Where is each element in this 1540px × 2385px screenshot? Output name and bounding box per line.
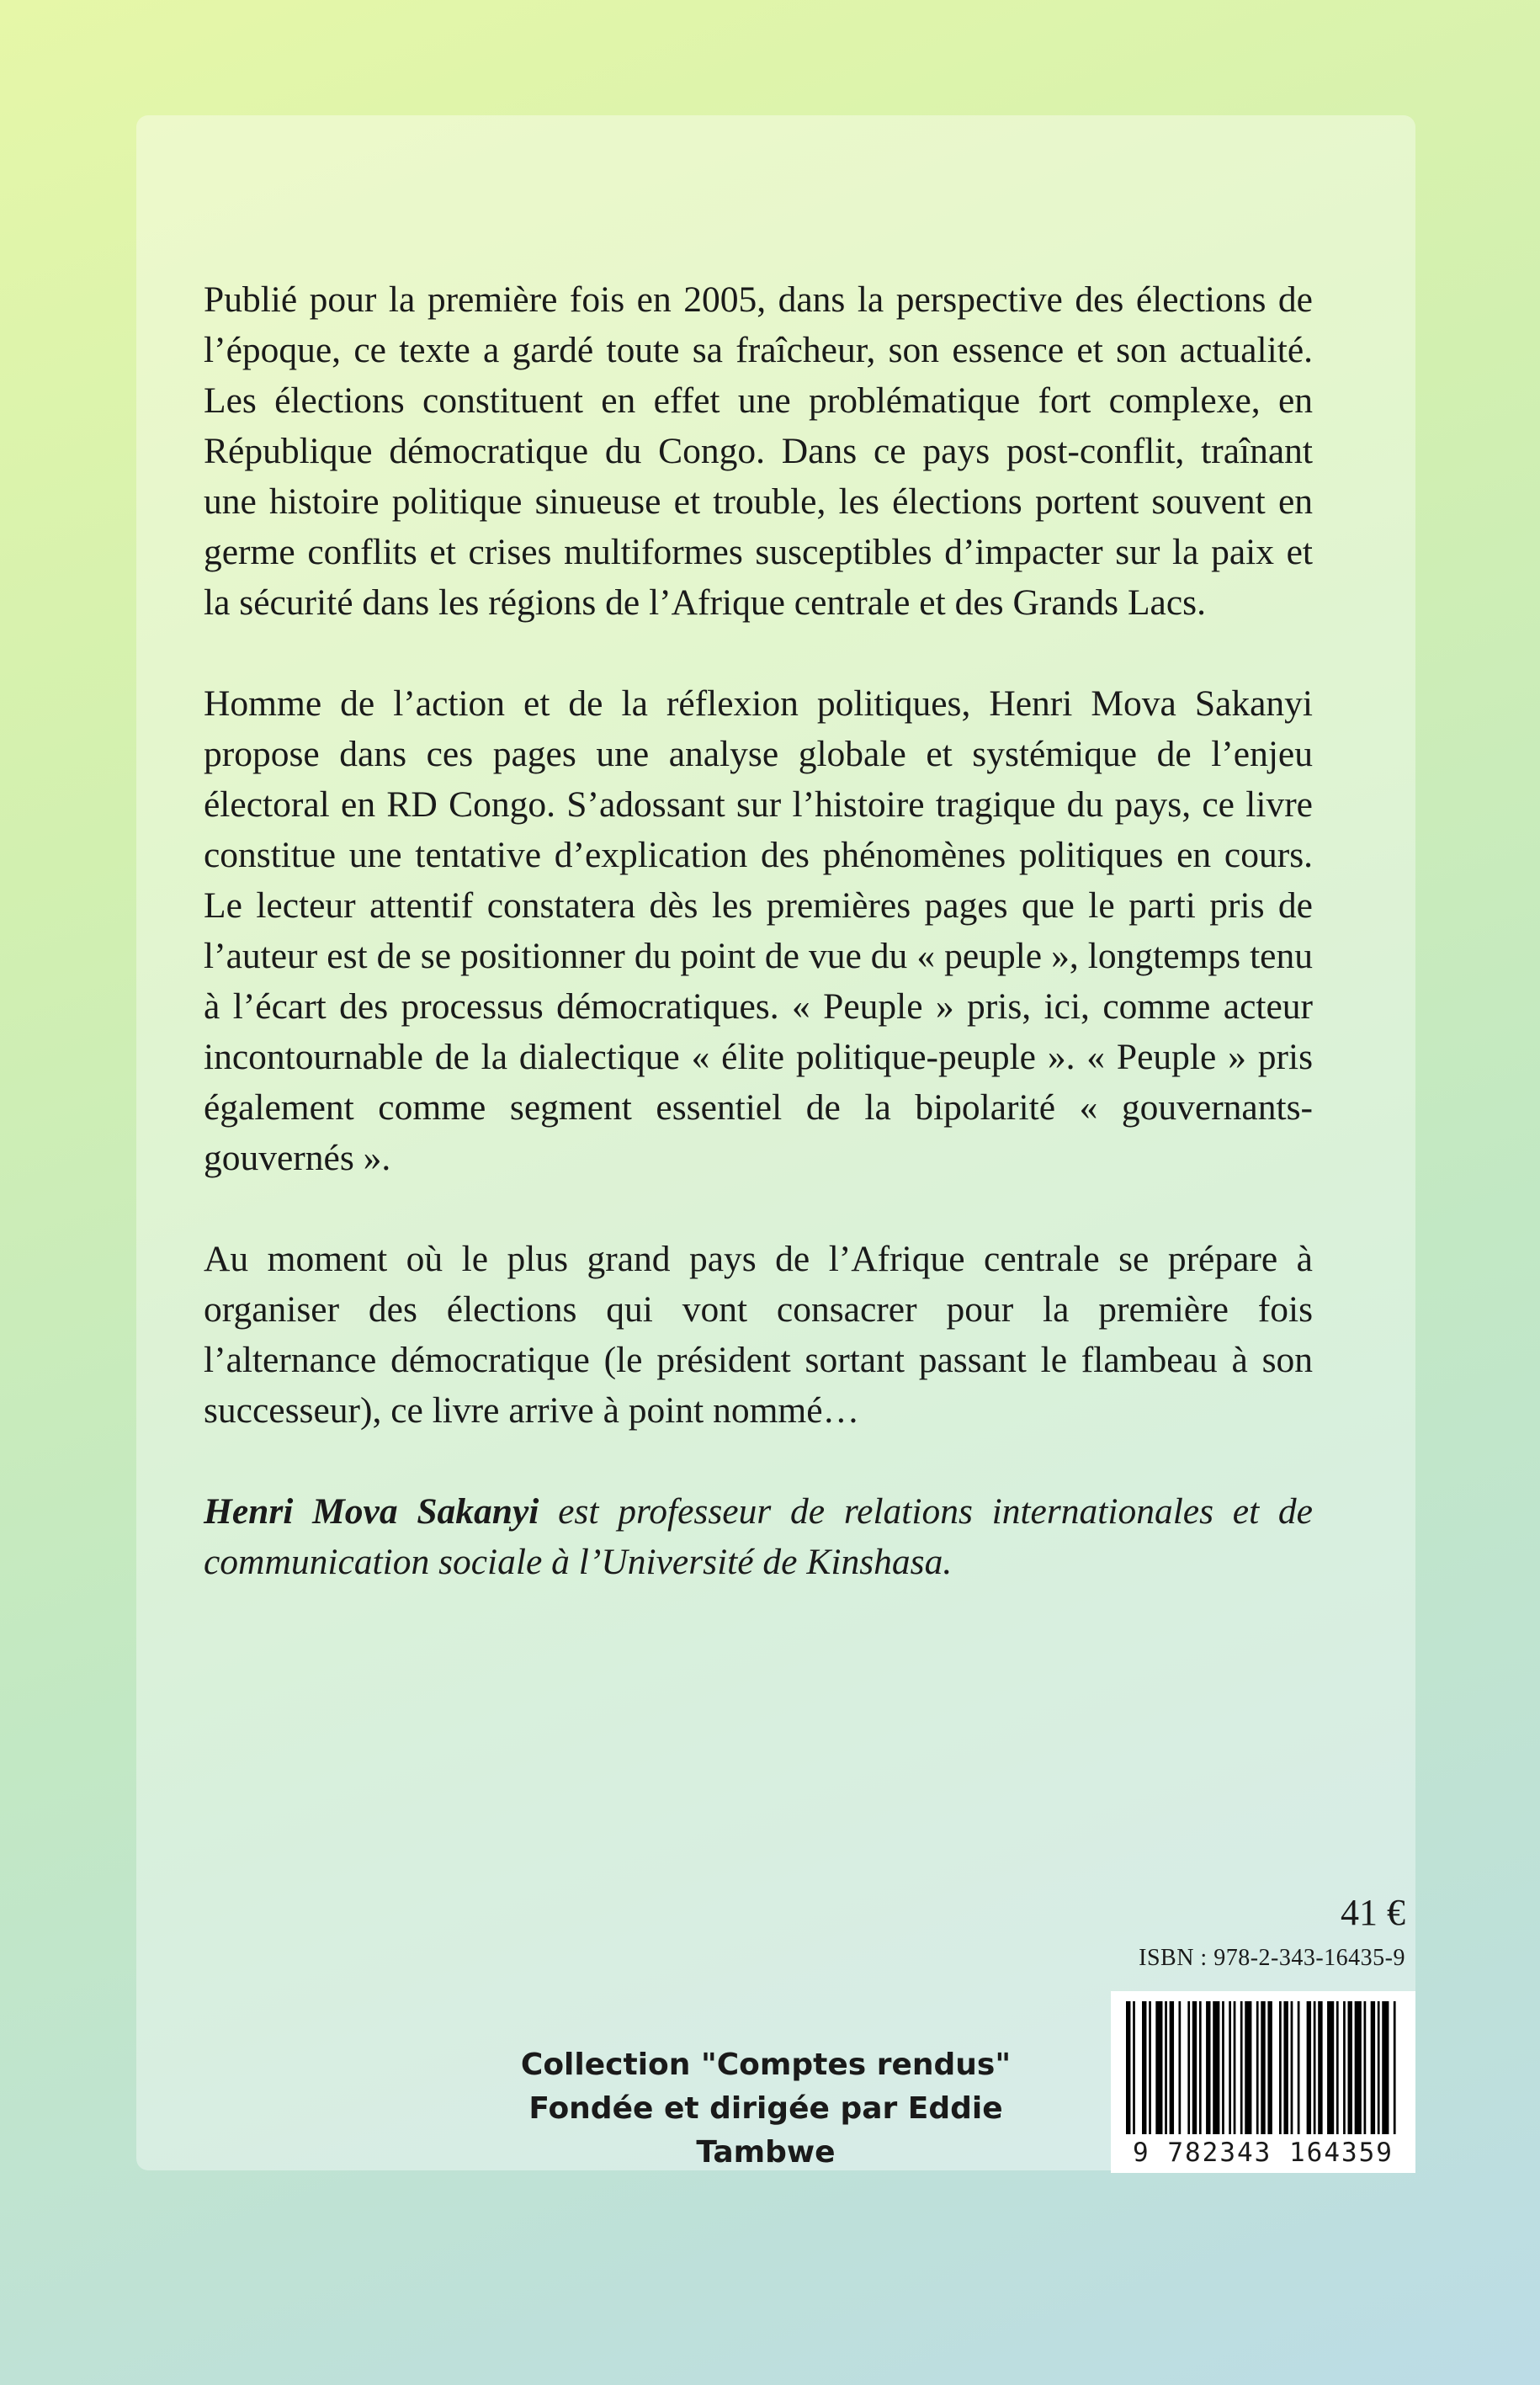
barcode-bar	[1371, 2001, 1375, 2134]
barcode-bar	[1279, 2001, 1282, 2134]
barcode-bar	[1240, 2001, 1243, 2134]
barcode-bar	[1283, 2001, 1288, 2134]
barcode-bar	[1291, 2001, 1293, 2134]
barcode-bar	[1327, 2001, 1334, 2134]
barcode-bar	[1256, 2001, 1259, 2134]
author-bio-text: est professeur de relations internationales et de communication sociale à l’Université de Kinshasa.	[204, 1491, 1313, 1582]
paragraph-2: Homme de l’action et de la réflexion politiques, Henri Mova Sakanyi propose dans ces pages une analyse globale et systémique de l’enjeu électoral en RD Congo. S’adossant sur l’histoire tragique du pays, ce livre constitue une tentative d’explication des phénomènes politiques en cours. Le lecteur attentif constatera dès les premières pages que le parti pris de l’auteur est de se positionner du point de vue du « peuple », longtemps tenu à l’écart des processus démocratiques. « Peuple » pris, ici, comme acteur incontournable de la dialectique « élite politique-peuple ». « Peuple » pris également comme segment essentiel de la bipolarité « gouvernants-gouvernés ».	[204, 683, 1313, 1178]
barcode-bar	[1364, 2001, 1367, 2134]
barcode-bar	[1126, 2001, 1130, 2134]
blurb-text	[204, 274, 1313, 1638]
paragraph-3: Au moment où le plus grand pays de l’Afrique centrale se prépare à organiser des élections qui vont consacrer pour la première fois l’alternance démocratique (le président sortant passant le flambeau à son successeur), ce livre arrive à point nommé…	[204, 1239, 1313, 1431]
barcode-bar	[1318, 2001, 1322, 2134]
paragraph-1: Publié pour la première fois en 2005, dans la perspective des élections de l’époque, ce texte a gardé toute sa fraîcheur, son essence et son actualité. Les élections constituent en effet une problématique fort complexe, en République démocratique du Congo. Dans ce pays post-conflit, traînant une histoire politique sinueuse et trouble, les élections portent souvent en germe conflits et crises multiformes susceptibles d’impacter sur la paix et la sécurité dans les régions de l’Afrique centrale et des Grands Lacs.	[204, 279, 1313, 623]
barcode-bar	[1187, 2001, 1190, 2134]
barcode-bar	[1234, 2001, 1236, 2134]
barcode-bar	[1394, 2001, 1396, 2134]
barcode-bar	[1149, 2001, 1151, 2134]
collection-title: Collection "Comptes rendus"	[520, 2048, 1012, 2082]
barcode-bar	[1165, 2001, 1167, 2134]
barcode-bar	[1155, 2001, 1162, 2134]
barcode-bar	[1245, 2001, 1251, 2134]
barcode-bar	[1355, 2001, 1362, 2134]
barcode-bar	[1142, 2001, 1146, 2134]
collection-director: Fondée et dirigée par Eddie Tambwe	[528, 2091, 1003, 2170]
barcode-bar	[1378, 2001, 1380, 2134]
barcode-bars	[1126, 2001, 1400, 2134]
barcode-bar	[1298, 2001, 1300, 2134]
barcode-bar	[1314, 2001, 1316, 2134]
barcode-bar	[1199, 2001, 1202, 2134]
barcode-bar	[1222, 2001, 1224, 2134]
barcode-bar	[1206, 2001, 1210, 2134]
barcode-bar	[1267, 2001, 1272, 2134]
barcode	[1111, 1991, 1415, 2173]
barcode-bar	[1336, 2001, 1339, 2134]
barcode-bar	[1382, 2001, 1389, 2134]
author-bio	[204, 1486, 1313, 1587]
isbn: ISBN : 978-2-343-16435-9	[1139, 1945, 1405, 1971]
barcode-bar	[1192, 2001, 1197, 2134]
collection-info	[471, 2043, 1060, 2175]
barcode-digits: 9 782343 164359	[1133, 2138, 1394, 2168]
barcode-bar	[1178, 2001, 1181, 2134]
author-name: Henri Mova Sakanyi	[204, 1491, 539, 1532]
barcode-bar	[1213, 2001, 1219, 2134]
barcode-bar	[1133, 2001, 1135, 2134]
barcode-bar	[1170, 2001, 1174, 2134]
barcode-bar	[1343, 2001, 1346, 2134]
barcode-bar	[1261, 2001, 1265, 2134]
price: 41 €	[1341, 1892, 1405, 1933]
barcode-bar	[1229, 2001, 1231, 2134]
barcode-bar	[1348, 2001, 1352, 2134]
barcode-bar	[1307, 2001, 1311, 2134]
